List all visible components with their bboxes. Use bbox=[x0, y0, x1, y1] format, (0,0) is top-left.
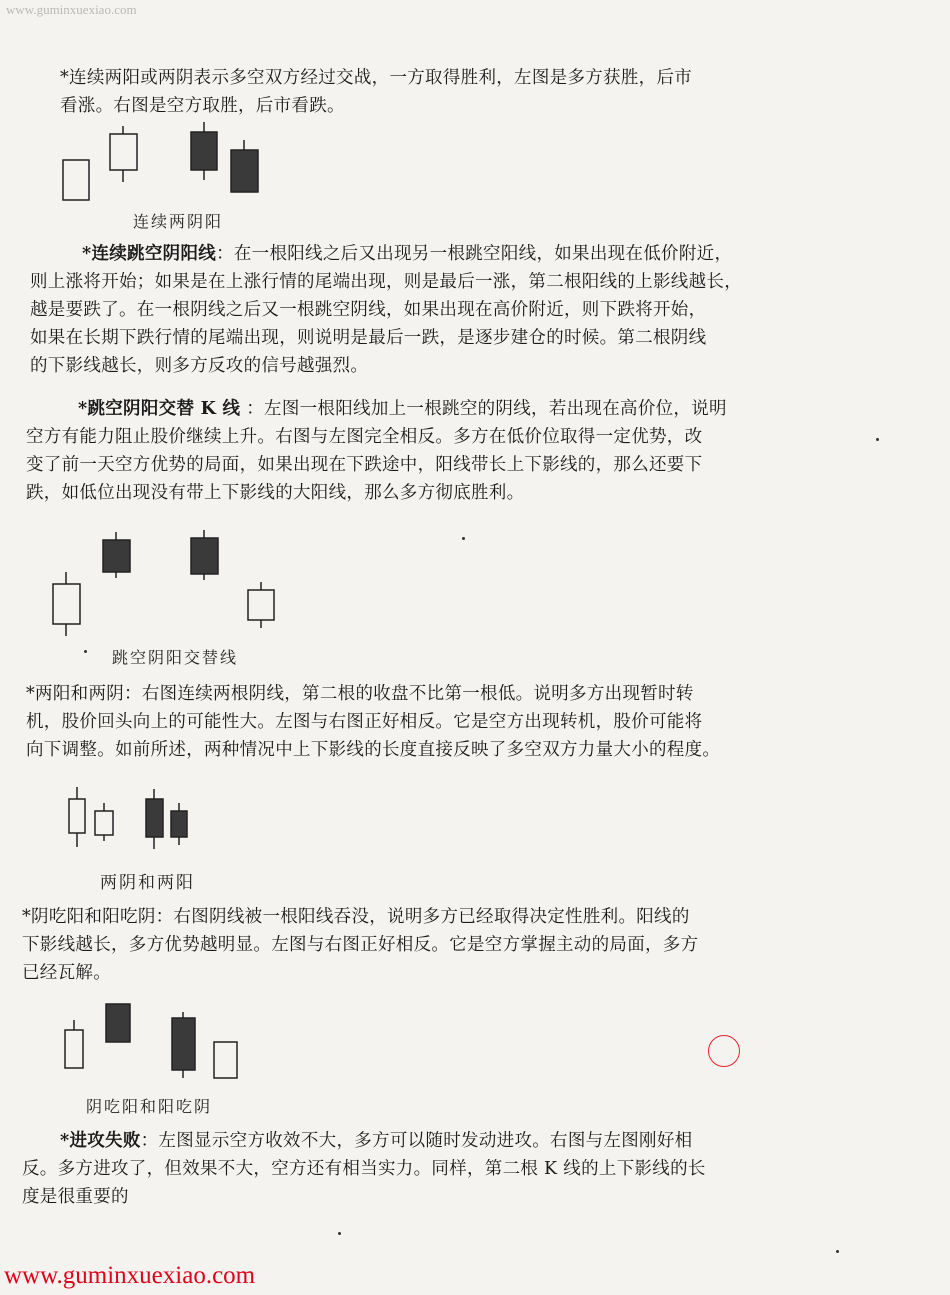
candle-hollow bbox=[95, 803, 113, 841]
line: *两阳和两阴：右图连续两根阴线，第二根的收盘不比第一根低。说明多方出现暂时转 bbox=[26, 684, 694, 704]
candle-solid bbox=[146, 789, 163, 849]
line: 反。多方进攻了，但效果不大，空方还有相当实力。同样，第二根 K 线的上下影线的长 bbox=[22, 1159, 706, 1179]
para-two-yang-two-yin bbox=[26, 680, 720, 764]
scan-speck bbox=[338, 1232, 341, 1235]
candle-solid bbox=[171, 803, 187, 845]
candle-hollow bbox=[248, 582, 274, 628]
caption-engulfing: 阴吃阳和阳吃阴 bbox=[86, 1097, 213, 1116]
para-consecutive-two bbox=[60, 64, 692, 120]
scan-speck bbox=[836, 1250, 839, 1253]
candle-solid bbox=[191, 530, 218, 580]
scan-speck bbox=[462, 537, 465, 540]
line: 度是很重要的 bbox=[22, 1187, 129, 1207]
candle-hollow bbox=[69, 787, 85, 847]
para-gap-consecutive bbox=[30, 240, 742, 380]
line: *连续两阳或两阴表示多空双方经过交战，一方取得胜利，左图是多方获胜，后市 bbox=[60, 68, 693, 88]
line: 已经瓦解。 bbox=[22, 963, 111, 983]
watermark-top: www.guminxuexiao.com bbox=[6, 2, 137, 17]
line: 机，股价回头向上的可能性大。左图与右图正好相反。它是空方出现转机，股价可能将 bbox=[26, 712, 703, 732]
line: 则上涨将开始；如果是在上涨行情的尾端出现，则是最后一涨，第二根阳线的上影线越长， bbox=[30, 272, 742, 292]
line: ：左图一根阳线加上一根跳空的阴线，若出现在高价位，说明 bbox=[240, 399, 727, 419]
red-circle-mark bbox=[708, 1035, 740, 1067]
caption-consecutive-two: 连续两阴阳 bbox=[133, 212, 224, 231]
para-gap-alternating bbox=[26, 395, 727, 507]
line: *阴吃阳和阳吃阴：右图阴线被一根阳线吞没，说明多方已经取得决定性胜利。阳线的 bbox=[22, 907, 690, 927]
candle-hollow bbox=[63, 160, 89, 200]
candle-solid bbox=[231, 140, 258, 192]
candle-solid bbox=[106, 1004, 130, 1042]
lead: *跳空阴阳交替 K 线 bbox=[78, 399, 241, 419]
lead: *连续跳空阴阳线 bbox=[82, 244, 217, 264]
line: 变了前一天空方优势的局面，如果出现在下跌途中，阳线带长上下影线的，那么还要下 bbox=[26, 455, 703, 475]
lead: *进攻失败 bbox=[60, 1131, 141, 1151]
candle-hollow bbox=[65, 1020, 83, 1068]
line: 向下调整。如前所述，两种情况中上下影线的长度直接反映了多空双方力量大小的程度。 bbox=[26, 740, 721, 760]
candle-hollow bbox=[53, 572, 80, 636]
candle-hollow bbox=[110, 126, 137, 182]
figure-gap-alternating bbox=[44, 530, 284, 642]
candle-solid bbox=[172, 1012, 195, 1078]
candle-hollow bbox=[214, 1042, 237, 1078]
watermark-bottom: www.guminxuexiao.com bbox=[4, 1262, 256, 1289]
figure-engulfing bbox=[62, 1000, 252, 1086]
line: 跌，如低位出现没有带上下影线的大阳线，那么多方彻底胜利。 bbox=[26, 483, 525, 503]
line: 的下影线越长，则多方反攻的信号越强烈。 bbox=[30, 356, 369, 376]
scan-speck bbox=[84, 650, 87, 653]
para-failed-attack bbox=[22, 1127, 706, 1211]
candle-solid bbox=[191, 122, 217, 180]
line: 如果在长期下跌行情的尾端出现，则说明是最后一跌，是逐步建仓的时候。第二根阴线 bbox=[30, 328, 707, 348]
caption-two-yin-two-yang: 两阴和两阳 bbox=[100, 873, 195, 893]
line: 下影线越长，多方优势越明显。左图与右图正好相反。它是空方掌握主动的局面，多方 bbox=[22, 935, 699, 955]
figure-consecutive-two bbox=[58, 120, 278, 202]
para-engulfing bbox=[22, 903, 698, 987]
candle-solid bbox=[103, 532, 130, 578]
line: 越是要跌了。在一根阴线之后又一根跳空阴线，如果出现在高价附近，则下跌将开始， bbox=[30, 300, 707, 320]
figure-two-yin-two-yang bbox=[64, 785, 204, 853]
line: ：在一根阳线之后又出现另一根跳空阳线，如果出现在低价附近， bbox=[216, 244, 733, 264]
line: ：左图显示空方收效不大，多方可以随时发动进攻。右图与左图刚好相 bbox=[140, 1131, 693, 1151]
scan-speck bbox=[876, 438, 879, 441]
line: 看涨。右图是空方取胜，后市看跌。 bbox=[60, 96, 345, 116]
line: 空方有能力阻止股价继续上升。右图与左图完全相反。多方在低价位取得一定优势，改 bbox=[26, 427, 703, 447]
caption-gap-alternating: 跳空阴阳交替线 bbox=[112, 648, 239, 667]
